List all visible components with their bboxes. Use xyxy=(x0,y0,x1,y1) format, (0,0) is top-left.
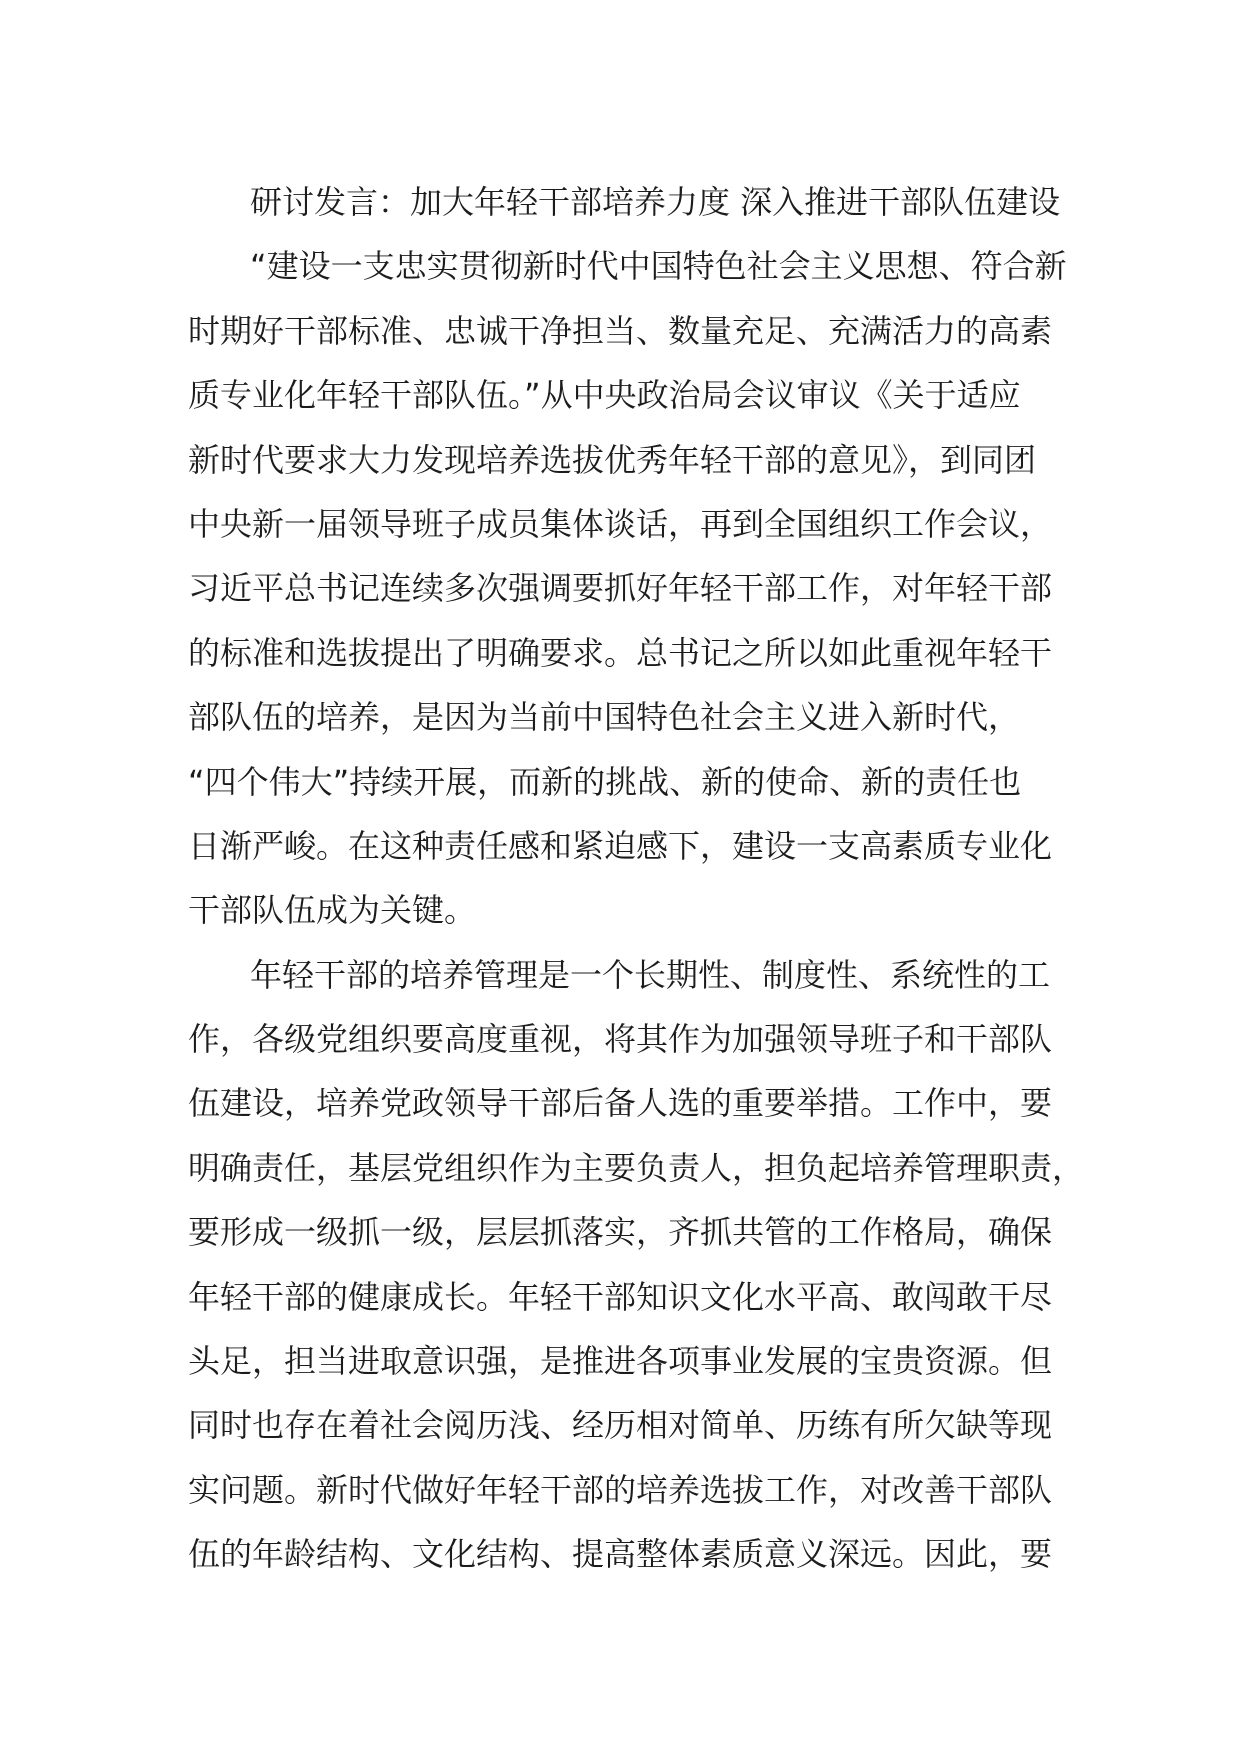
paragraph-1 xyxy=(188,234,1068,942)
paragraph-line: 年轻干部的健康成长。年轻干部知识文化水平高、敢闯敢干尽 xyxy=(188,1277,1053,1316)
paragraph-line: 质专业化年轻干部队伍。”从中央政治局会议审议《关于适应 xyxy=(188,376,1021,415)
paragraph-line: 伍的年龄结构、文化结构、提高整体素质意义深远。因此，要 xyxy=(188,1535,1053,1574)
paragraph-line: 实问题。新时代做好年轻干部的培养选拔工作，对改善干部队 xyxy=(188,1470,1053,1509)
paragraph-line: “建设一支忠实贯彻新时代中国特色社会主义思想、符合新 xyxy=(250,247,1067,286)
paragraph-line: 要形成一级抓一级，层层抓落实，齐抓共管的工作格局，确保 xyxy=(188,1213,1053,1252)
paragraph-line: 头足，担当进取意识强，是推进各项事业发展的宝贵资源。但 xyxy=(188,1342,1053,1381)
paragraph-line: 的标准和选拔提出了明确要求。总书记之所以如此重视年轻干 xyxy=(188,633,1053,672)
paragraph-line: 干部队伍成为关键。 xyxy=(188,891,477,930)
paragraph-line: 伍建设，培养党政领导干部后备人选的重要举措。工作中，要 xyxy=(188,1084,1053,1123)
paragraph-line: 中央新一届领导班子成员集体谈话，再到全国组织工作会议， xyxy=(188,504,1053,543)
paragraph-line: 时期好干部标准、忠诚干净担当、数量充足、充满活力的高素 xyxy=(188,311,1053,350)
paragraph-line: 同时也存在着社会阅历浅、经历相对简单、历练有所欠缺等现 xyxy=(188,1406,1053,1445)
paragraph-line: 新时代要求大力发现培养选拔优秀年轻干部的意见》，到同团 xyxy=(188,440,1037,479)
paragraph-line: 习近平总书记连续多次强调要抓好年轻干部工作，对年轻干部 xyxy=(188,569,1053,608)
paragraph-line: 年轻干部的培养管理是一个长期性、制度性、系统性的工 xyxy=(250,955,1051,994)
paragraph-line: 日渐严峻。在这种责任感和紧迫感下，建设一支高素质专业化 xyxy=(188,826,1053,865)
paragraph-line: 作，各级党组织要高度重视，将其作为加强领导班子和干部队 xyxy=(188,1020,1053,1059)
paragraph-2 xyxy=(188,943,1085,1587)
paragraph-line: 部队伍的培养，是因为当前中国特色社会主义进入新时代， xyxy=(188,698,1021,737)
document-body xyxy=(188,170,1085,1587)
document-title: 研讨发言：加大年轻干部培养力度 深入推进干部队伍建设 xyxy=(250,183,1061,221)
paragraph-line: 明确责任，基层党组织作为主要负责人，担负起培养管理职责， xyxy=(188,1148,1085,1187)
paragraph-line: “四个伟大”持续开展，而新的挑战、新的使命、新的责任也 xyxy=(188,762,1022,801)
